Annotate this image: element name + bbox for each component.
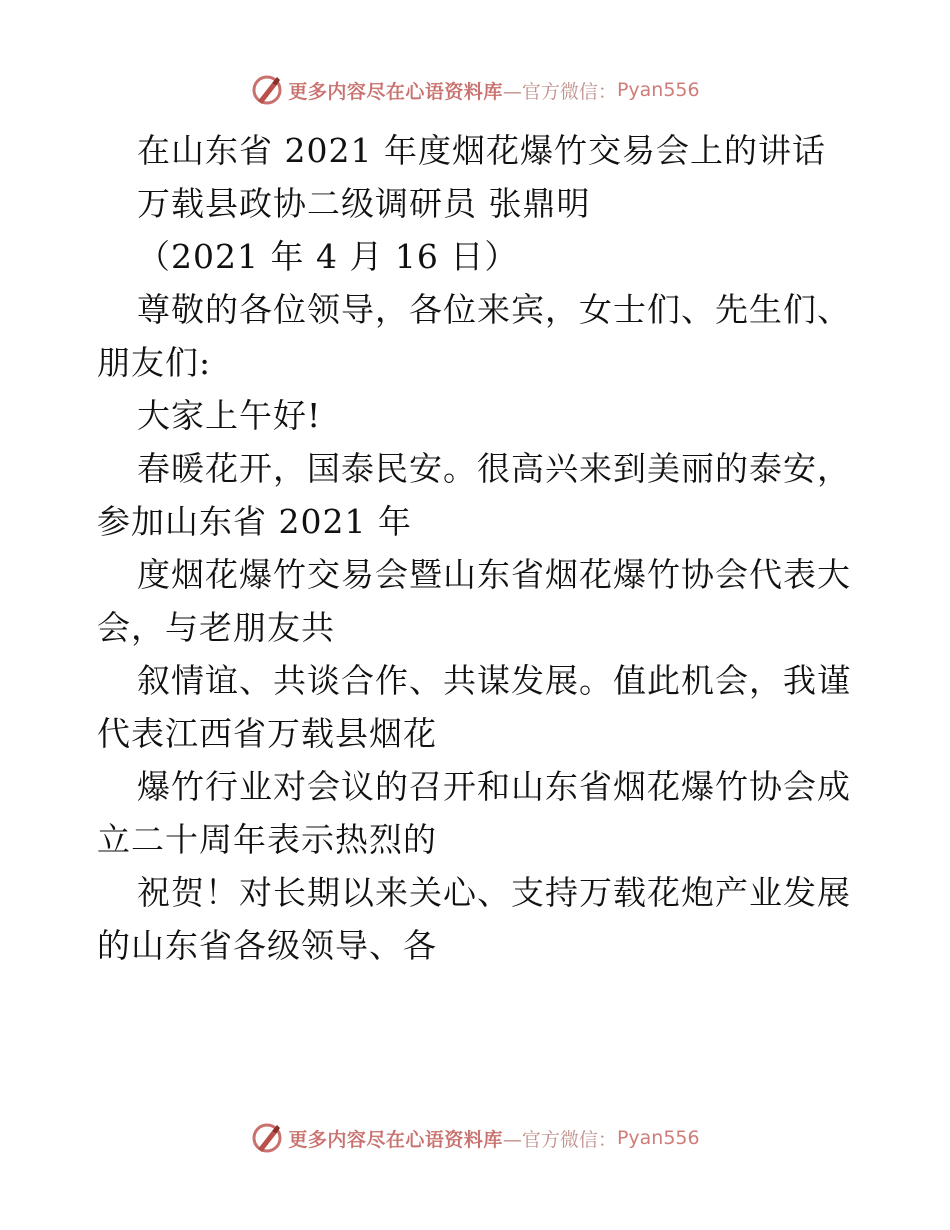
text-line: 春暖花开，国泰民安。很高兴来到美丽的泰安， xyxy=(137,449,851,488)
watermark-site-name: 更多内容尽在心语资料库 xyxy=(288,1128,503,1151)
text-line: 会，与老朋友共 xyxy=(97,608,335,647)
text-line: 朋友们: xyxy=(97,343,212,382)
text-line: 的山东省各级领导、各 xyxy=(97,926,437,965)
watermark-wechat-label: —官方微信： xyxy=(502,80,617,103)
text-line: 叙情谊、共谈合作、共谋发展。值此机会，我谨 xyxy=(137,661,851,700)
footer-watermark xyxy=(0,1118,950,1158)
pen-logo-icon xyxy=(250,1121,284,1155)
watermark-wechat-label: —官方微信： xyxy=(502,1128,617,1151)
text-line: 祝贺！对长期以来关心、支持万载花炮产业发展 xyxy=(137,873,851,912)
text-line: 代表江西省万载县烟花 xyxy=(97,714,437,753)
text-line: 大家上午好! xyxy=(137,396,322,435)
text-line: 参加山东省 2021 年 xyxy=(97,502,412,541)
text-line: 立二十周年表示热烈的 xyxy=(97,820,437,859)
text-line: 爆竹行业对会议的召开和山东省烟花爆竹协会成 xyxy=(137,767,851,806)
watermark-wechat-id: Pyan556 xyxy=(616,1127,700,1149)
header-watermark xyxy=(0,70,950,110)
speech-date: （2021 年 4 月 16 日） xyxy=(137,237,519,276)
pen-logo-icon xyxy=(250,73,284,107)
speech-title: 在山东省 2021 年度烟花爆竹交易会上的讲话 xyxy=(137,131,826,170)
watermark-wechat-id: Pyan556 xyxy=(616,79,700,101)
watermark-site-name: 更多内容尽在心语资料库 xyxy=(288,80,503,103)
text-line: 尊敬的各位领导，各位来宾，女士们、先生们、 xyxy=(137,290,851,329)
speaker-line: 万载县政协二级调研员 张鼎明 xyxy=(137,184,591,223)
text-line: 度烟花爆竹交易会暨山东省烟花爆竹协会代表大 xyxy=(137,555,851,594)
document-body xyxy=(97,124,867,972)
